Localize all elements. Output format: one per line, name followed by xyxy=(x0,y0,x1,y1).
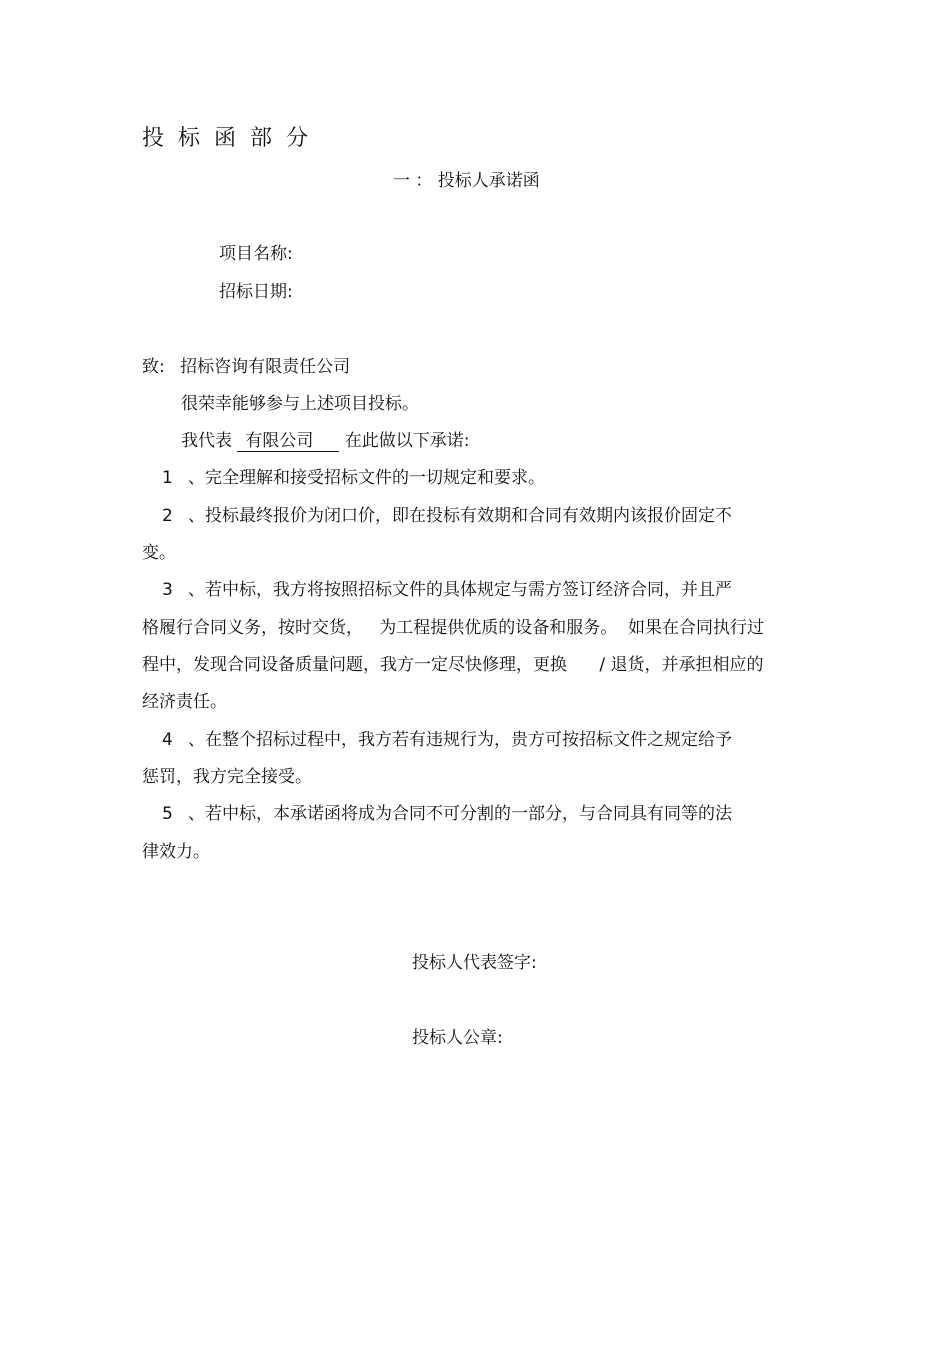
item-text: 、在整个招标过程中，我方若有违规行为，贵方可按招标文件之规定给予 xyxy=(188,730,732,750)
project-name-field: 项目名称: xyxy=(219,244,293,264)
item-text: 、投标最终报价为闭口价，即在投标有效期和合同有效期内该报价固定不 xyxy=(188,506,732,526)
section-title: 投标函部分 xyxy=(142,126,323,151)
item-text: 、若中标，我方将按照招标文件的具体规定与需方签订经济合同，并且严 xyxy=(188,580,732,600)
representative-line xyxy=(181,430,470,452)
commitment-item-2-cont: 变。 xyxy=(142,543,176,563)
item-text: 、若中标，本承诺函将成为合同不可分割的一部分，与合同具有同等的法 xyxy=(188,804,732,824)
letter-subtitle: 一 ： 投标人承诺函 xyxy=(393,171,540,191)
commitment-item-1 xyxy=(162,467,545,489)
addressee-line xyxy=(142,356,350,378)
rep-suffix: 在此做以下承诺: xyxy=(344,431,470,451)
commitment-item-2 xyxy=(162,505,732,527)
item-text: 、完全理解和接受招标文件的一切规定和要求。 xyxy=(188,468,545,488)
commitment-item-3-cont-1: 格履行合同义务，按时交货， 为工程提供优质的设备和服务。 如果在合同执行过 xyxy=(142,618,765,638)
rep-prefix: 我代表 xyxy=(181,431,232,451)
item-number: 4 xyxy=(162,730,173,750)
representative-signature-label: 投标人代表签字: xyxy=(412,953,537,973)
rep-company-blank: 有限公司 xyxy=(237,431,339,452)
commitment-item-3 xyxy=(162,579,732,601)
tender-date-field: 招标日期: xyxy=(219,282,293,302)
company-seal-label: 投标人公章: xyxy=(412,1028,503,1048)
commitment-item-4 xyxy=(162,729,732,751)
item-number: 3 xyxy=(162,580,173,600)
commitment-item-5-cont: 律效力。 xyxy=(142,842,210,862)
commitment-item-5 xyxy=(162,803,732,825)
recipient-company: 招标咨询有限责任公司 xyxy=(180,357,351,377)
commitment-item-3-cont-2: 程中，发现合同设备质量问题，我方一定尽快修理，更换 / 退货，并承担相应的 xyxy=(142,655,764,675)
commitment-item-4-cont: 惩罚，我方完全接受。 xyxy=(142,767,312,787)
item-number: 5 xyxy=(162,804,173,824)
commitment-item-3-cont-3: 经济责任。 xyxy=(142,692,227,712)
item-number: 2 xyxy=(162,506,173,526)
to-label: 致: xyxy=(142,357,165,377)
item-number: 1 xyxy=(162,468,173,488)
intro-line: 很荣幸能够参与上述项目投标。 xyxy=(181,394,419,414)
